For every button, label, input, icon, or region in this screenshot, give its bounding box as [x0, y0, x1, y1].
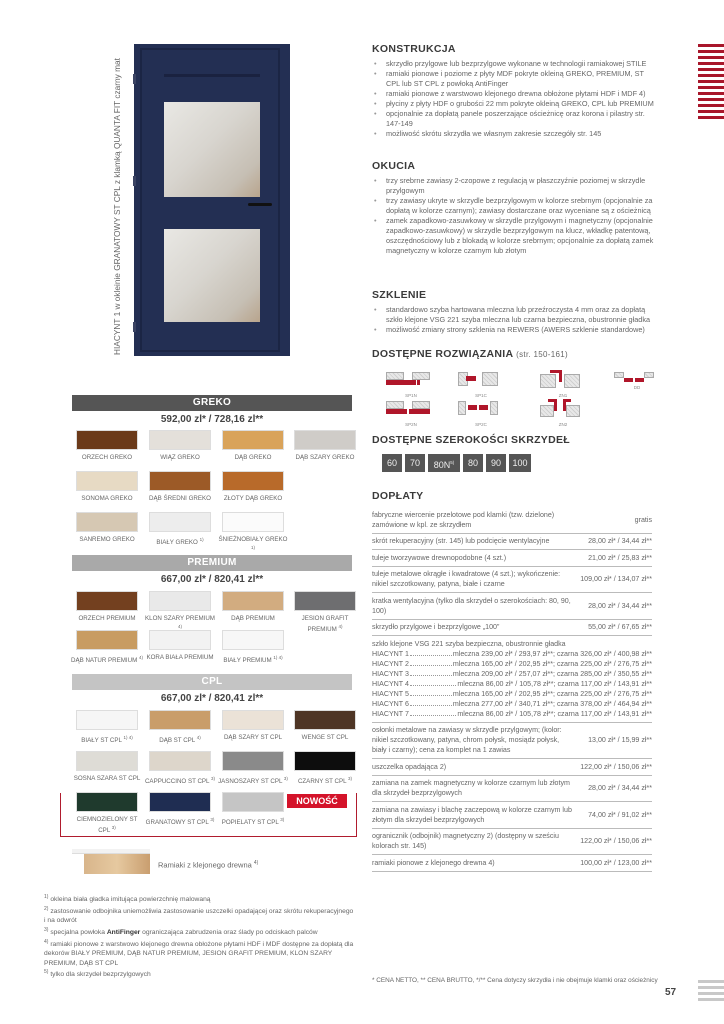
section-title: DOSTĘPNE SZEROKOŚCI SKRZYDEŁ — [372, 434, 571, 446]
decor-label: DĄB SZARY GREKO — [295, 454, 355, 461]
footnotes — [44, 893, 354, 980]
decor-swatch[interactable] — [76, 751, 138, 771]
decor-swatch[interactable] — [76, 512, 138, 532]
model-name: HIACYNT 6 — [372, 699, 409, 708]
surcharge-price: 100,00 zł* / 123,00 zł** — [574, 855, 652, 872]
decor-label: DĄB NATUR PREMIUM $^{4)}$ — [71, 655, 143, 665]
decor-label: ORZECH PREMIUM — [78, 615, 136, 622]
decor-label: DĄB SZARY ST CPL — [223, 734, 283, 741]
group-header-premium: PREMIUM — [72, 555, 352, 571]
decor-swatch[interactable] — [149, 710, 211, 730]
bullet-item: • trzy zawiasy ukryte w skrzydle bezprzylgowym w kolorze srebrnym (opcjonalnie za dopłatą w kolorze czarnym); zawiasy dostarczane oraz wyceniane są z ościeżnicą — [372, 196, 654, 216]
solution-diagram-zn1: ZN1 — [538, 368, 588, 398]
solution-diagram-dd: DD — [612, 368, 662, 398]
model-price: mleczna 86,00 zł* / 105,78 zł**; czarna 117,00 zł* / 143,91 zł** — [457, 709, 652, 718]
decor-label: ZŁOTY DĄB GREKO — [223, 495, 283, 502]
decor-swatch[interactable] — [149, 471, 211, 491]
section-title: OKUCIA — [372, 160, 416, 172]
decor-swatch[interactable] — [222, 591, 284, 611]
bullet-item: • trzy srebrne zawiasy 2-czopowe z regulacją w płaszczyźnie poziomej w skrzydle przylgowym — [372, 176, 654, 196]
decor-swatch[interactable] — [76, 630, 138, 650]
solution-diagram-sp1c: SP1C — [456, 368, 506, 398]
surcharge-price: 28,00 zł* / 34,44 zł** — [574, 593, 652, 620]
decor-label: ORZECH GREKO — [81, 454, 133, 461]
section-szerokosci — [372, 434, 654, 446]
decor-swatch[interactable] — [76, 430, 138, 450]
surcharge-row — [372, 533, 652, 550]
vsg-price-row — [372, 709, 652, 719]
decor-label: DĄB PREMIUM — [231, 615, 275, 622]
decor-label: CAPPUCCINO ST CPL $^{3)}$ — [144, 776, 216, 786]
decor-label: KORA BIAŁA PREMIUM — [146, 654, 214, 661]
decor-label: DĄB ŚREDNI GREKO — [149, 495, 211, 502]
surcharge-price: gratis — [574, 507, 652, 533]
section-doplaty — [372, 490, 654, 502]
model-price: mleczna 165,00 zł* / 202,95 zł**; czarna 225,00 zł* / 276,75 zł** — [452, 689, 652, 698]
section-rozwiazania — [372, 348, 654, 360]
decor-label: SOSNA SZARA ST CPL — [73, 775, 141, 782]
footnote: $^{2)}$ zastosowanie odbojnika uniemożliwia zastosowanie uszczelki opadającej oraz skrótu rekuperacyjnego i na odwrót — [44, 905, 354, 925]
surcharge-price: 28,00 zł* / 34,44 zł** — [574, 775, 652, 802]
surcharge-row — [372, 759, 652, 776]
surcharge-price: 122,00 zł* / 150,06 zł** — [574, 828, 652, 855]
decor-swatch[interactable] — [149, 792, 211, 812]
door-image — [134, 44, 290, 356]
section-title: SZKLENIE — [372, 289, 427, 301]
decor-label: SONOMA GREKO — [81, 495, 133, 502]
width-option-60: 60 — [382, 454, 402, 472]
solution-diagram-zn2: ZN2 — [538, 397, 588, 427]
surcharge-row-vsg — [372, 636, 652, 723]
glued-wood-beam-image — [72, 849, 150, 875]
surcharge-description: zamiana na zamek magnetyczny w kolorze czarnym lub złotym dla skrzydeł bezprzylgowych — [372, 775, 574, 802]
decor-swatch[interactable] — [222, 512, 284, 532]
model-name: HIACYNT 1 — [372, 649, 409, 658]
section-title: DOPŁATY — [372, 490, 424, 502]
bullet-item: • płyciny z płyty HDF o grubości 22 mm pokryte okleiną GREKO, CPL lub PREMIUM — [372, 99, 654, 109]
surcharge-description: skrzydło przylgowe i bezprzylgowe „100” — [372, 619, 574, 636]
width-option-80: 80 — [463, 454, 483, 472]
surcharge-row — [372, 507, 652, 533]
width-option-100: 100 — [509, 454, 531, 472]
brand-stripes-top — [698, 44, 724, 122]
decor-swatch[interactable] — [76, 591, 138, 611]
group-price-greko: 592,00 zl* / 728,16 zl** — [160, 414, 264, 425]
width-option-90: 90 — [486, 454, 506, 472]
glass-pane-bottom — [164, 229, 260, 322]
model-name: HIACYNT 3 — [372, 669, 409, 678]
decor-swatch[interactable] — [149, 512, 211, 532]
footnote: $^{1)}$ okleina biała gładka imitująca powierzchnię malowaną — [44, 894, 211, 904]
surcharge-description: kratka wentylacyjna (tylko dla skrzydeł o szerokościach: 80, 90, 100) — [372, 593, 574, 620]
section-szklenie — [372, 289, 654, 335]
decor-label: JASNOSZARY ST CPL $^{3)}$ — [218, 776, 288, 786]
width-option-70: 70 — [405, 454, 425, 472]
vsg-price-row — [372, 649, 652, 659]
solution-diagram-sp2n: SP2N — [386, 397, 436, 427]
surcharge-description: skrót rekuperacyjny (str. 145) lub podcięcie wentylacyjne — [372, 533, 574, 550]
bullet-item: • skrzydło przylgowe lub bezprzylgowe wykonane w technologii ramiakowej STILE — [372, 59, 654, 69]
bullet-item: • możliwość skrótu skrzydła we własnym zakresie szczegóły str. 145 — [372, 129, 654, 139]
decor-label: DĄB ST CPL $^{4)}$ — [159, 735, 201, 745]
vsg-price-row — [372, 689, 652, 699]
section-title: KONSTRUKCJA — [372, 43, 456, 55]
model-name: HIACYNT 2 — [372, 659, 409, 668]
width-option-80n: $80N^{5)}$ — [428, 454, 460, 472]
decor-swatch[interactable] — [294, 430, 356, 450]
footnote: $^{3)}$ specjalna powłoka AntiFinger ograniczająca zabrudzenia oraz ślady po odciskach palców — [44, 926, 318, 937]
solution-diagram-sp2c: SP2C — [456, 397, 506, 427]
price-legend: * CENA NETTO, ** CENA BRUTTO, */** Cena dotyczy skrzydła i nie obejmuje klamki oraz ościeżnicy — [372, 977, 658, 984]
decor-label: DĄB GREKO — [234, 454, 272, 461]
decor-label: WIĄZ GREKO — [160, 454, 200, 461]
model-price: mleczna 239,00 zł* / 293,97 zł**; czarna 326,00 zł* / 400,98 zł** — [452, 649, 652, 658]
surcharge-price: 109,00 zł* / 134,07 zł** — [574, 566, 652, 593]
surcharges-table — [372, 507, 652, 872]
model-name: HIACYNT 7 — [372, 709, 409, 718]
section-okucia — [372, 160, 654, 256]
model-price: mleczna 277,00 zł* / 340,71 zł**; czarna 378,00 zł* / 464,94 zł** — [452, 699, 652, 708]
glass-pane-top — [164, 102, 260, 197]
decor-swatch[interactable] — [76, 710, 138, 730]
decor-label: GRANATOWY ST CPL $^{3)}$ — [145, 817, 215, 827]
surcharge-row — [372, 828, 652, 855]
decor-label: JESION GRAFIT PREMIUM $^{4)}$ — [301, 615, 349, 634]
bullet-item: • możliwość zmiany strony szklenia na REWERS (AWERS szklenie standardowe) — [372, 325, 654, 335]
bullet-item: • opcjonalnie za dopłatą panele poszerzające ościeżnicę oraz korona i pilastry str. 147-149 — [372, 109, 654, 129]
decor-swatch[interactable] — [222, 430, 284, 450]
vsg-price-row — [372, 669, 652, 679]
decor-swatch[interactable] — [222, 751, 284, 771]
group-header-greko: GREKO — [72, 395, 352, 411]
decor-swatch[interactable] — [149, 430, 211, 450]
group-price-cpl: 667,00 zl* / 820,41 zl** — [160, 693, 264, 704]
surcharge-description: uszczelka opadająca 2) — [372, 759, 574, 776]
surcharge-price: 28,00 zł* / 34,44 zł** — [574, 533, 652, 550]
decor-swatch[interactable] — [149, 630, 211, 650]
vsg-price-row — [372, 699, 652, 709]
surcharge-row — [372, 855, 652, 872]
surcharge-description: ogranicznik (odbojnik) magnetyczny 2) (dostępny w sześciu kolorach str. 145) — [372, 828, 574, 855]
model-price: mleczna 209,00 zł* / 257,07 zł**; czarna 285,00 zł* / 350,55 zł** — [452, 669, 652, 678]
decor-swatch[interactable] — [222, 471, 284, 491]
surcharge-description: tuleje tworzywowe drewnopodobne (4 szt.) — [372, 550, 574, 567]
decor-label: BIAŁY GREKO $^{1)}$ — [156, 537, 204, 547]
decor-label: SANREMO GREKO — [79, 536, 135, 543]
new-badge: NOWOŚĆ — [287, 794, 347, 808]
bullet-item: • ramiaki pionowe z warstwowo klejonego drewna obłożone płytami HDF i MDF 4) — [372, 89, 654, 99]
page-number: 57 — [665, 987, 677, 998]
decor-label: BIAŁY ST CPL $^{1) 4)}$ — [81, 735, 133, 745]
vsg-price-row — [372, 659, 652, 669]
surcharge-price: 55,00 zł* / 67,65 zł** — [574, 619, 652, 636]
decor-swatch[interactable] — [222, 792, 284, 812]
surcharge-row — [372, 619, 652, 636]
model-price: mleczna 86,00 zł* / 105,78 zł**; czarna 117,00 zł* / 143,91 zł** — [457, 679, 652, 688]
ramiaki-caption: Ramiaki z klejonego drewna $^{4)}$ — [158, 860, 259, 870]
surcharge-row — [372, 593, 652, 620]
decor-swatch[interactable] — [294, 591, 356, 611]
surcharge-price: 122,00 zł* / 150,06 zł** — [574, 759, 652, 776]
decor-swatch[interactable] — [294, 710, 356, 730]
model-name: HIACYNT 4 — [372, 679, 409, 688]
section-title: DOSTĘPNE ROZWIĄZANIA (str. 150-161) — [372, 348, 568, 360]
decor-swatch[interactable] — [294, 751, 356, 771]
brand-stripes-bottom — [698, 980, 724, 1004]
surcharge-row — [372, 775, 652, 802]
bullet-item: • ramiaki pionowe i poziome z płyty MDF pokryte okleiną GREKO, PREMIUM, ST CPL lub ST CPL z powłoką AntiFinger — [372, 69, 654, 89]
decor-label: POPIELATY ST CPL $^{3)}$ — [221, 817, 285, 827]
bullet-item: • zamek zapadkowo-zasuwkowy w skrzydle przylgowym i magnetyczny (opcjonalnie zapadkowo-zasuwkowy) w skrzydle bezprzylgowym na klucz, wkładkę patentową, oszczędnościowy lub z blokadą w kolorze srebrnym; opcjonalnie za dopłatą zamek magnetyczny w kolorze czarnym lub złotym — [372, 216, 654, 256]
surcharge-description: fabryczne wiercenie przelotowe pod klamki (tzw. dzielone) zamówione w kpl. ze skrzydłem — [372, 507, 574, 533]
decor-swatch[interactable] — [222, 630, 284, 650]
footnote: $^{4)}$ ramiaki pionowe z warstwowo klejonego drewna obłożone płytami HDF i MDF dostępne za dopłatą dla dekorów BIAŁY PREMIUM, DĄB NATUR PREMIUM, JESION GRAFIT PREMIUM, KLON SZARY PREMIUM, DĄB ST CPL — [44, 938, 354, 967]
surcharge-description: osłonki metalowe na zawiasy w skrzydle przylgowym; (kolor: nikiel szczotkowany, patyna, chrom połysk, mosiądz połysk, biały i czarny); cena za komplet na 1 zawias — [372, 722, 574, 759]
door-handle-icon — [248, 203, 272, 206]
model-name: HIACYNT 5 — [372, 689, 409, 698]
decor-swatch[interactable] — [76, 792, 138, 812]
vsg-price-row — [372, 679, 652, 689]
decor-swatch[interactable] — [76, 471, 138, 491]
surcharge-description: zamiana na zawiasy i blachę zaczepową w kolorze czarnym lub złotym dla skrzydeł bezprzylgowych — [372, 802, 574, 829]
decor-label: ŚNIEŻNOBIAŁY GREKO $^{1)}$ — [218, 536, 288, 550]
section-konstrukcja — [372, 43, 654, 139]
decor-label: KLON SZARY PREMIUM $^{4)}$ — [145, 615, 215, 629]
door-caption: HIACYNT 1 w okleinie GRANATOWY ST CPL z klamką QUANTA FIT czarny mat — [112, 58, 122, 355]
model-price: mleczna 165,00 zł* / 202,95 zł**; czarna 225,00 zł* / 276,75 zł** — [452, 659, 652, 668]
decor-label: BIAŁY PREMIUM $^{1) 4)}$ — [223, 655, 283, 665]
surcharge-row — [372, 566, 652, 593]
decor-label: CIEMNOZIELONY ST CPL $^{3)}$ — [76, 816, 138, 835]
vsg-title: szkło klejone VSG 221 szyba bezpieczna, obustronnie gładka — [372, 639, 566, 648]
group-header-cpl: CPL — [72, 674, 352, 690]
surcharge-row — [372, 802, 652, 829]
decor-swatch[interactable] — [149, 751, 211, 771]
surcharge-row — [372, 550, 652, 567]
decor-swatch[interactable] — [222, 710, 284, 730]
surcharge-row — [372, 722, 652, 759]
decor-label: CZARNY ST CPL $^{3)}$ — [297, 776, 353, 786]
surcharge-price: 74,00 zł* / 91,02 zł** — [574, 802, 652, 829]
surcharge-price: 13,00 zł* / 15,99 zł** — [574, 722, 652, 759]
solution-diagram-sp1n: SP1N — [386, 368, 436, 398]
surcharge-description: tuleje metalowe okrągłe i kwadratowe (4 szt.); wykończenie: nikiel szczotkowany, patyna, białe i czarne — [372, 566, 574, 593]
bullet-item: • standardowo szyba hartowana mleczna lub przeźroczysta 4 mm oraz za dopłatą szkło klejone VSG 221 szyba mleczna lub czarna bezpieczna, obustronnie gładka — [372, 305, 654, 325]
decor-label: WENGE ST CPL — [301, 734, 349, 741]
footnote: $^{5)}$ tylko dla skrzydeł bezprzylgowych — [44, 969, 151, 979]
group-price-premium: 667,00 zl* / 820,41 zl** — [160, 574, 264, 585]
surcharge-price: 21,00 zł* / 25,83 zł** — [574, 550, 652, 567]
decor-swatch[interactable] — [149, 591, 211, 611]
surcharge-description: ramiaki pionowe z klejonego drewna 4) — [372, 855, 574, 872]
